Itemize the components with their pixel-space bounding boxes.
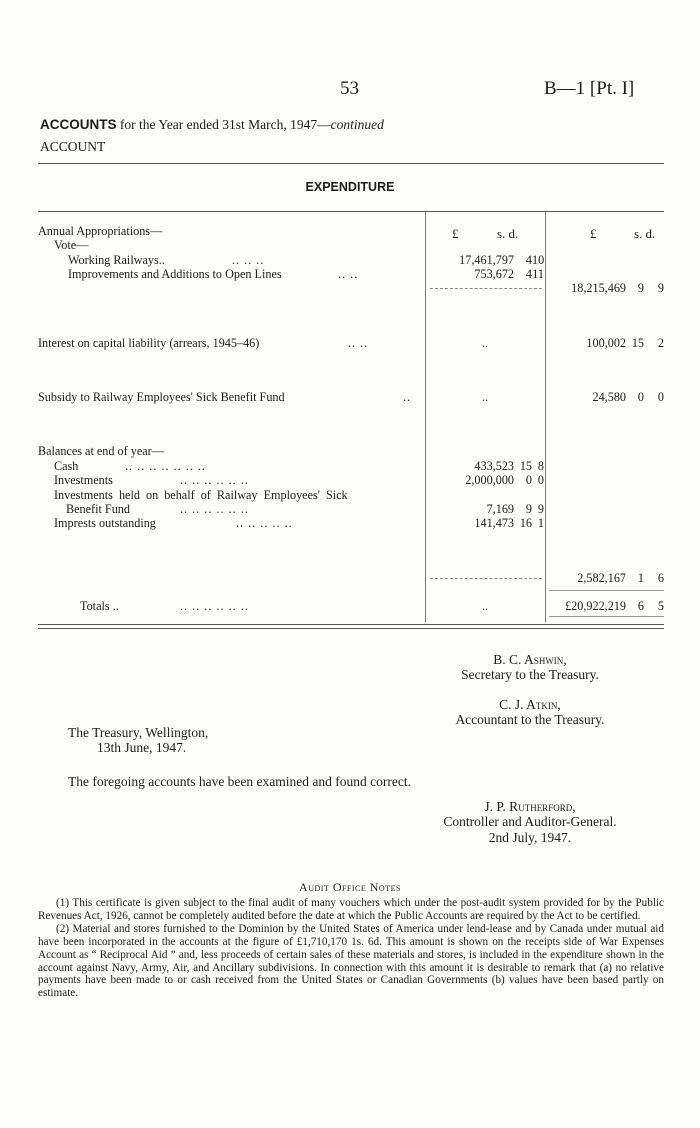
total-pounds: 18,215,469 (571, 281, 626, 295)
rule-header (38, 211, 664, 212)
annual-heading: Annual Appropriations— (38, 224, 163, 238)
place: The Treasury, Wellington, (68, 725, 209, 740)
totals-label: Totals .. (80, 599, 119, 613)
page-title (40, 117, 384, 133)
rule-bottom-2 (38, 628, 664, 629)
total-pence: 9 (657, 281, 664, 295)
subtotal-rule (430, 578, 542, 579)
item-label: Working Railways.. (68, 253, 165, 267)
total-shillings: 15 (631, 336, 644, 350)
amount-pence: 8 (537, 459, 544, 473)
mid-dots: .. (482, 390, 489, 404)
total-pence: 2 (657, 336, 664, 350)
balances-heading: Balances at end of year— (38, 444, 164, 458)
title-auditor-general: Controller and Auditor-General. (443, 814, 617, 829)
amount-pounds: 17,461,797 (459, 253, 514, 267)
note-2: (2) Material and stores furnished to the Dominion by the United States of America under lend-lease and by Canada under mutual aid have been incorporated in the accounts at the figure of £1,710,170 1s. 6d. This amount is shown on the receipts side of War Expenses Account as “ Reciprocal Aid ” and, less proceeds of certain sales of these materials and stores, is included in the expenditure shown in the account against Navy, Army, Air, and Ancillary subdivisions. In connection with this amount it is desirable to remark that (a) no relative payments have been made to or cash received from the United States or Canadian Governments (b) values have been based partly on estimate. (38, 922, 664, 1000)
title-continued: continued (330, 117, 384, 132)
total-pence: 6 (657, 571, 664, 585)
leader-dots: .. .. .. .. .. (236, 516, 293, 530)
leader-dots: .. .. .. .. .. .. (180, 473, 249, 487)
mid-dots: .. (482, 599, 489, 613)
leader-dots: .. (403, 390, 412, 404)
subtotal-rule (430, 288, 542, 289)
interest-label: Interest on capital liability (arrears, 1945–46) (38, 336, 260, 350)
amount-shillings: 16 (519, 516, 532, 530)
mid-dots: .. (482, 336, 489, 350)
leader-dots: .. .. (348, 336, 369, 350)
notes-body (38, 897, 664, 1000)
item-label: Benefit Fund (66, 502, 130, 516)
vote-heading: Vote— (54, 238, 89, 252)
grand-total-rule (549, 616, 664, 617)
title-secretary: Secretary to the Treasury. (461, 667, 599, 682)
leader-dots: .. .. .. (232, 253, 265, 267)
amount-shillings: 4 (525, 267, 532, 281)
item-label: Cash (54, 459, 79, 473)
audit-statement: The foregoing accounts have been examined and found correct. (68, 774, 411, 789)
signatory-ashwin: B. C. Ashwin, (493, 652, 567, 667)
title-rest: for the Year ended 31st March, 1947— (116, 117, 331, 132)
col-header-sd-2: s. d. (634, 226, 656, 241)
signatory-rutherford: J. P. Rutherford, (484, 799, 576, 814)
amount-pounds: 2,000,000 (465, 473, 514, 487)
rule-bottom-1 (38, 624, 664, 625)
signatory-atkin: C. J. Atkin, (499, 697, 561, 712)
date: 13th June, 1947. (97, 740, 187, 755)
grand-total-pounds: £20,922,219 (565, 599, 626, 613)
total-shillings: 0 (637, 390, 644, 404)
amount-pence: 0 (537, 473, 544, 487)
subsidy-label: Subsidy to Railway Employees' Sick Benefit Fund (38, 390, 285, 404)
title-accountant: Accountant to the Treasury. (455, 712, 605, 727)
page-reference: B—1 [Pt. I] (544, 78, 635, 99)
leader-dots: .. .. (338, 267, 359, 281)
title-accounts: ACCOUNTS (40, 117, 117, 132)
grand-total-shillings: 6 (637, 599, 644, 613)
item-label: Investments held on behalf of Railway Employees' Sick (54, 488, 348, 502)
amount-shillings: 15 (519, 459, 532, 473)
amount-pence: 10 (532, 253, 545, 267)
total-pounds: 100,002 (586, 336, 626, 350)
item-label: Investments (54, 473, 113, 487)
total-rule (549, 590, 664, 591)
rule-top (38, 163, 664, 164)
leader-dots: .. .. .. .. .. .. .. (125, 459, 206, 473)
total-pounds: 2,582,167 (577, 571, 626, 585)
grand-total-pence: 5 (657, 599, 664, 613)
amount-shillings: 0 (525, 473, 532, 487)
account-subtitle: ACCOUNT (40, 139, 106, 154)
amount-pence: 11 (532, 267, 544, 281)
auditor-date: 2nd July, 1947. (488, 830, 572, 845)
amount-shillings: 4 (525, 253, 532, 267)
total-pounds: 24,580 (592, 390, 626, 404)
section-title: EXPENDITURE (305, 180, 395, 194)
item-label: Improvements and Additions to Open Lines (68, 267, 282, 281)
amount-pence: 9 (537, 502, 544, 516)
item-label: Imprests outstanding (54, 516, 156, 530)
amount-pounds: 7,169 (486, 502, 514, 516)
total-pence: 0 (657, 390, 664, 404)
amount-pounds: 753,672 (474, 267, 514, 281)
col-header-sd: s. d. (497, 226, 519, 241)
total-shillings: 1 (637, 571, 644, 585)
leader-dots: .. .. .. .. .. .. (180, 599, 249, 613)
page-number: 53 (340, 78, 359, 99)
amount-pence: 1 (537, 516, 544, 530)
notes-heading: Audit Office Notes (299, 880, 401, 894)
leader-dots: .. .. .. .. .. .. (180, 502, 249, 516)
col-header-pounds: £ (452, 226, 459, 241)
note-1: (1) This certificate is given subject to the final audit of many vouchers which under the post-audit system provided for by the Public Revenues Act, 1926, cannot be completely audited before the date at which the Public Accounts are required by the Act to be certified. (38, 897, 664, 922)
column-rule-2 (545, 212, 546, 622)
col-header-pounds-2: £ (590, 226, 597, 241)
total-shillings: 9 (637, 281, 644, 295)
amount-shillings: 9 (525, 502, 532, 516)
amount-pounds: 433,523 (474, 459, 514, 473)
amount-pounds: 141,473 (474, 516, 514, 530)
